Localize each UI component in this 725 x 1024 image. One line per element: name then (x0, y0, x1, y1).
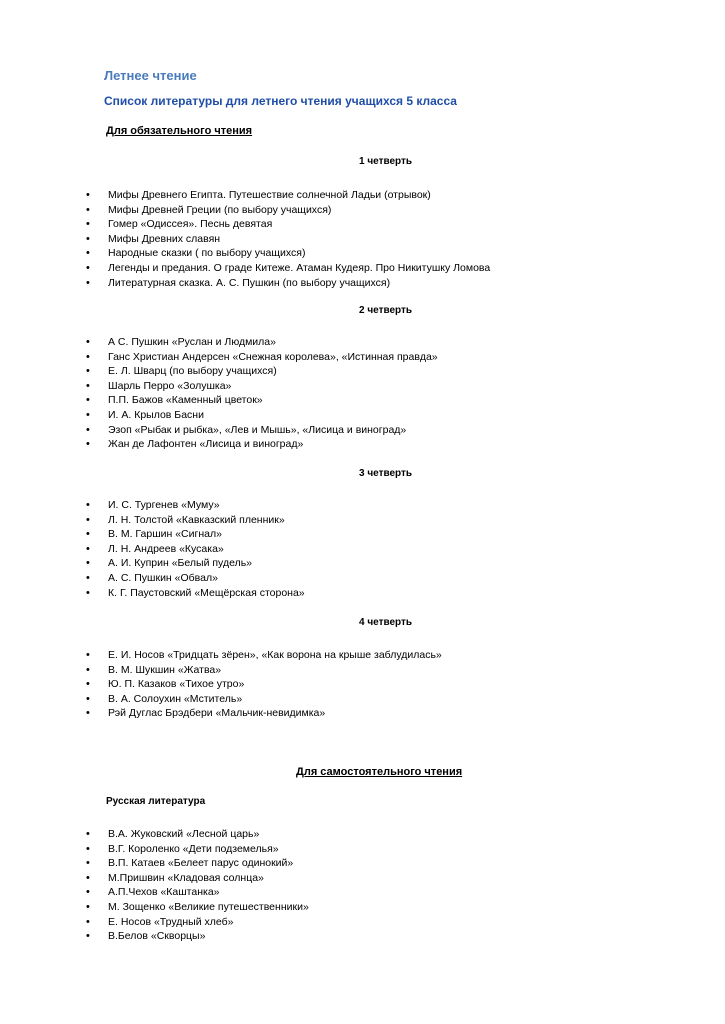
list-item: • В.А. Жуковский «Лесной царь» (86, 827, 309, 842)
list-item: • А.П.Чехов «Каштанка» (86, 885, 309, 900)
list-item: • Народные сказки ( по выбору учащихся) (86, 246, 490, 261)
quarter-4-list (86, 648, 442, 721)
list-item: • В.П. Катаев «Белеет парус одинокий» (86, 856, 309, 871)
list-item: • Мифы Древних славян (86, 232, 490, 247)
list-item: • В. М. Гаршин «Сигнал» (86, 527, 305, 542)
russian-literature-list (86, 827, 309, 944)
mandatory-reading-heading: Для обязательного чтения (106, 125, 253, 137)
page-title: Летнее чтение (104, 68, 197, 83)
list-item: • Мифы Древней Греции (по выбору учащихся) (86, 203, 490, 218)
list-item: • Мифы Древнего Египта. Путешествие солнечной Ладьи (отрывок) (86, 188, 490, 203)
list-item: • П.П. Бажов «Каменный цветок» (86, 393, 438, 408)
list-item: • Ю. П. Казаков «Тихое утро» (86, 677, 442, 692)
list-item: • Е. Носов «Трудный хлеб» (86, 915, 309, 930)
list-item: • Рэй Дуглас Брэдбери «Мальчик-невидимка» (86, 706, 442, 721)
list-item: • Ганс Христиан Андерсен «Снежная королева», «Истинная правда» (86, 350, 438, 365)
list-item: • Л. Н. Толстой «Кавказский пленник» (86, 513, 305, 528)
list-item: • А С. Пушкин «Руслан и Людмила» (86, 335, 438, 350)
quarter-1-heading: 1 четверть (359, 156, 413, 167)
list-item: • И. А. Крылов Басни (86, 408, 438, 423)
quarter-3-heading: 3 четверть (359, 468, 413, 479)
list-item: • В. А. Солоухин «Мститель» (86, 692, 442, 707)
list-item: • Л. Н. Андреев «Кусака» (86, 542, 305, 557)
list-item: • Е. И. Носов «Тридцать зёрен», «Как ворона на крыше заблудилась» (86, 648, 442, 663)
list-item: • В.Белов «Скворцы» (86, 929, 309, 944)
list-item: • М. Зощенко «Великие путешественники» (86, 900, 309, 915)
quarter-3-list (86, 498, 305, 600)
page-subtitle: Список литературы для летнего чтения учащихся 5 класса (104, 94, 457, 108)
independent-reading-heading: Для самостоятельного чтения (296, 766, 463, 778)
list-item: • Е. Л. Шварц (по выбору учащихся) (86, 364, 438, 379)
list-item: • Шарль Перро «Золушка» (86, 379, 438, 394)
russian-literature-heading: Русская литература (106, 796, 206, 807)
list-item: • Жан де Лафонтен «Лисица и виноград» (86, 437, 438, 452)
list-item: • А. С. Пушкин «Обвал» (86, 571, 305, 586)
list-item: • И. С. Тургенев «Муму» (86, 498, 305, 513)
list-item: • Литературная сказка. А. С. Пушкин (по выбору учащихся) (86, 276, 490, 291)
list-item: • В.Г. Короленко «Дети подземелья» (86, 842, 309, 857)
list-item: • Гомер «Одиссея». Песнь девятая (86, 217, 490, 232)
quarter-4-heading: 4 четверть (359, 617, 413, 628)
list-item: • М.Пришвин «Кладовая солнца» (86, 871, 309, 886)
list-item: • К. Г. Паустовский «Мещёрская сторона» (86, 586, 305, 601)
quarter-1-list (86, 188, 490, 290)
list-item: • А. И. Куприн «Белый пудель» (86, 556, 305, 571)
quarter-2-list (86, 335, 438, 452)
list-item: • В. М. Шукшин «Жатва» (86, 663, 442, 678)
list-item: • Легенды и предания. О граде Китеже. Атаман Кудеяр. Про Никитушку Ломова (86, 261, 490, 276)
quarter-2-heading: 2 четверть (359, 305, 413, 316)
list-item: • Эзоп «Рыбак и рыбка», «Лев и Мышь», «Лисица и виноград» (86, 423, 438, 438)
